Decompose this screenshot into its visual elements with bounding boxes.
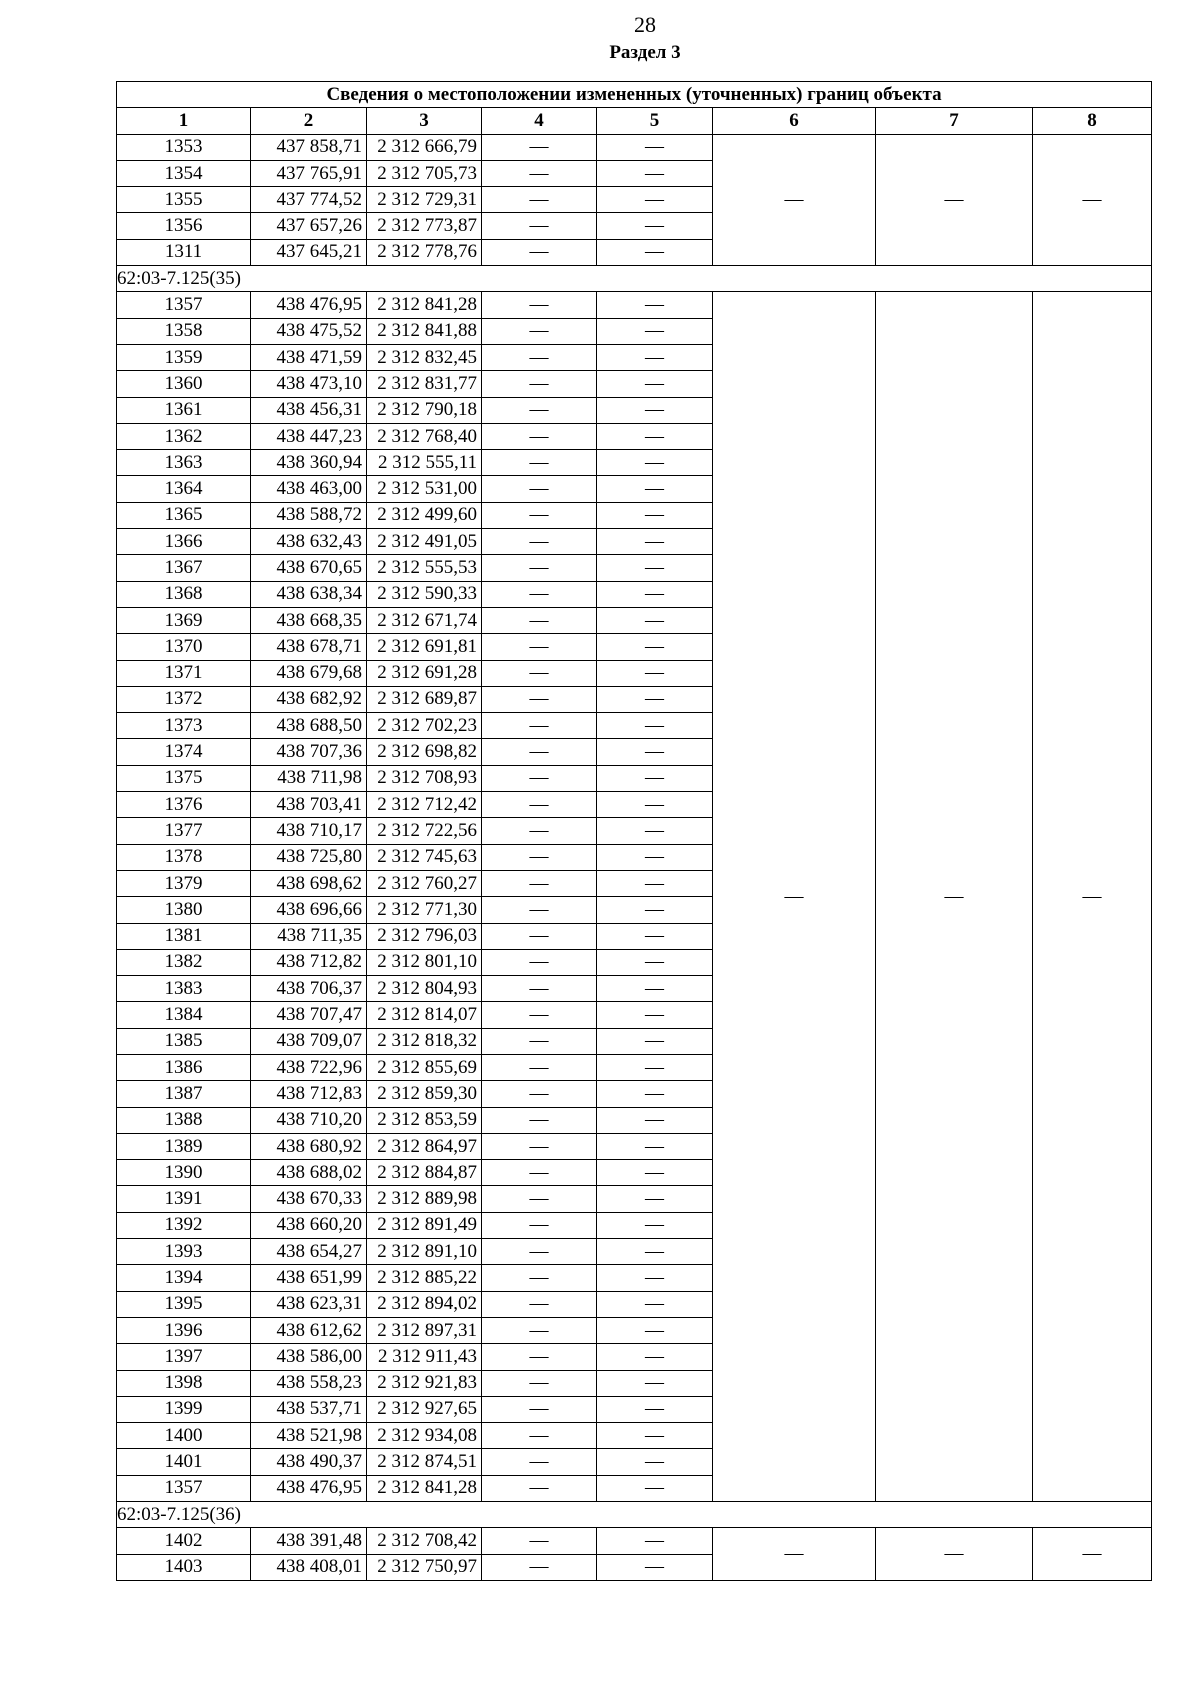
point-number: 1362 <box>117 423 251 449</box>
y-coordinate: 2 312 698,82 <box>367 739 482 765</box>
y-coordinate: 2 312 841,88 <box>367 318 482 344</box>
dash-cell: — <box>597 344 713 370</box>
y-coordinate: 2 312 705,73 <box>367 160 482 186</box>
dash-cell: — <box>482 1554 597 1580</box>
column-7-dash: — <box>876 134 1033 265</box>
dash-cell: — <box>482 1475 597 1501</box>
dash-cell: — <box>597 634 713 660</box>
point-number: 1356 <box>117 213 251 239</box>
x-coordinate: 438 391,48 <box>251 1528 367 1554</box>
y-coordinate: 2 312 499,60 <box>367 502 482 528</box>
x-coordinate: 438 688,50 <box>251 713 367 739</box>
x-coordinate: 438 521,98 <box>251 1423 367 1449</box>
point-number: 1377 <box>117 818 251 844</box>
point-number: 1388 <box>117 1107 251 1133</box>
y-coordinate: 2 312 708,42 <box>367 1528 482 1554</box>
x-coordinate: 437 858,71 <box>251 134 367 160</box>
y-coordinate: 2 312 853,59 <box>367 1107 482 1133</box>
dash-cell: — <box>597 292 713 318</box>
dash-cell: — <box>597 897 713 923</box>
dash-cell: — <box>597 792 713 818</box>
point-number: 1372 <box>117 686 251 712</box>
y-coordinate: 2 312 891,49 <box>367 1212 482 1238</box>
dash-cell: — <box>482 792 597 818</box>
point-number: 1311 <box>117 239 251 265</box>
point-number: 1357 <box>117 292 251 318</box>
x-coordinate: 438 668,35 <box>251 607 367 633</box>
x-coordinate: 438 706,37 <box>251 976 367 1002</box>
y-coordinate: 2 312 555,53 <box>367 555 482 581</box>
y-coordinate: 2 312 768,40 <box>367 423 482 449</box>
dash-cell: — <box>482 1344 597 1370</box>
y-coordinate: 2 312 864,97 <box>367 1133 482 1159</box>
point-number: 1393 <box>117 1239 251 1265</box>
dash-cell: — <box>597 450 713 476</box>
point-number: 1380 <box>117 897 251 923</box>
x-coordinate: 438 679,68 <box>251 660 367 686</box>
y-coordinate: 2 312 745,63 <box>367 844 482 870</box>
x-coordinate: 438 680,92 <box>251 1133 367 1159</box>
dash-cell: — <box>482 1160 597 1186</box>
dash-cell: — <box>597 1475 713 1501</box>
dash-cell: — <box>597 1054 713 1080</box>
column-6-dash: — <box>713 292 876 1502</box>
dash-cell: — <box>482 1423 597 1449</box>
y-coordinate: 2 312 666,79 <box>367 134 482 160</box>
x-coordinate: 437 657,26 <box>251 213 367 239</box>
column-number: 7 <box>876 108 1033 134</box>
section-title: Раздел 3 <box>609 42 681 63</box>
x-coordinate: 438 558,23 <box>251 1370 367 1396</box>
dash-cell: — <box>482 634 597 660</box>
x-coordinate: 438 463,00 <box>251 476 367 502</box>
dash-cell: — <box>482 1133 597 1159</box>
point-number: 1394 <box>117 1265 251 1291</box>
dash-cell: — <box>482 239 597 265</box>
dash-cell: — <box>482 818 597 844</box>
point-number: 1367 <box>117 555 251 581</box>
column-number: 6 <box>713 108 876 134</box>
table-body <box>117 134 1152 1580</box>
dash-cell: — <box>597 1081 713 1107</box>
point-number: 1383 <box>117 976 251 1002</box>
x-coordinate: 437 765,91 <box>251 160 367 186</box>
dash-cell: — <box>597 1186 713 1212</box>
point-number: 1378 <box>117 844 251 870</box>
dash-cell: — <box>597 686 713 712</box>
y-coordinate: 2 312 796,03 <box>367 923 482 949</box>
dash-cell: — <box>482 949 597 975</box>
dash-cell: — <box>482 1186 597 1212</box>
dash-cell: — <box>597 1528 713 1554</box>
y-coordinate: 2 312 722,56 <box>367 818 482 844</box>
group-row <box>117 266 1152 292</box>
y-coordinate: 2 312 671,74 <box>367 607 482 633</box>
dash-cell: — <box>482 870 597 896</box>
point-number: 1373 <box>117 713 251 739</box>
point-number: 1396 <box>117 1317 251 1343</box>
point-number: 1403 <box>117 1554 251 1580</box>
dash-cell: — <box>597 1423 713 1449</box>
dash-cell: — <box>597 1028 713 1054</box>
point-number: 1390 <box>117 1160 251 1186</box>
dash-cell: — <box>597 1291 713 1317</box>
y-coordinate: 2 312 874,51 <box>367 1449 482 1475</box>
point-number: 1359 <box>117 344 251 370</box>
point-number: 1397 <box>117 1344 251 1370</box>
dash-cell: — <box>482 765 597 791</box>
y-coordinate: 2 312 921,83 <box>367 1370 482 1396</box>
x-coordinate: 438 623,31 <box>251 1291 367 1317</box>
x-coordinate: 438 703,41 <box>251 792 367 818</box>
y-coordinate: 2 312 894,02 <box>367 1291 482 1317</box>
dash-cell: — <box>482 187 597 213</box>
y-coordinate: 2 312 897,31 <box>367 1317 482 1343</box>
dash-cell: — <box>597 607 713 633</box>
dash-cell: — <box>597 160 713 186</box>
y-coordinate: 2 312 804,93 <box>367 976 482 1002</box>
y-coordinate: 2 312 750,97 <box>367 1554 482 1580</box>
dash-cell: — <box>482 134 597 160</box>
dash-cell: — <box>482 581 597 607</box>
dash-cell: — <box>482 713 597 739</box>
y-coordinate: 2 312 927,65 <box>367 1396 482 1422</box>
dash-cell: — <box>597 1133 713 1159</box>
point-number: 1353 <box>117 134 251 160</box>
column-8-dash: — <box>1033 292 1152 1502</box>
dash-cell: — <box>597 187 713 213</box>
dash-cell: — <box>482 397 597 423</box>
point-number: 1395 <box>117 1291 251 1317</box>
x-coordinate: 437 645,21 <box>251 239 367 265</box>
dash-cell: — <box>597 1265 713 1291</box>
x-coordinate: 437 774,52 <box>251 187 367 213</box>
x-coordinate: 438 710,20 <box>251 1107 367 1133</box>
point-number: 1354 <box>117 160 251 186</box>
dash-cell: — <box>597 1160 713 1186</box>
point-number: 1392 <box>117 1212 251 1238</box>
table-row <box>117 292 1152 318</box>
dash-cell: — <box>482 213 597 239</box>
dash-cell: — <box>482 555 597 581</box>
dash-cell: — <box>597 134 713 160</box>
dash-cell: — <box>482 344 597 370</box>
table-row <box>117 134 1152 160</box>
y-coordinate: 2 312 531,00 <box>367 476 482 502</box>
x-coordinate: 438 612,62 <box>251 1317 367 1343</box>
dash-cell: — <box>597 660 713 686</box>
y-coordinate: 2 312 934,08 <box>367 1423 482 1449</box>
dash-cell: — <box>482 292 597 318</box>
dash-cell: — <box>597 844 713 870</box>
y-coordinate: 2 312 778,76 <box>367 239 482 265</box>
dash-cell: — <box>482 897 597 923</box>
point-number: 1400 <box>117 1423 251 1449</box>
x-coordinate: 438 707,36 <box>251 739 367 765</box>
y-coordinate: 2 312 708,93 <box>367 765 482 791</box>
dash-cell: — <box>597 765 713 791</box>
x-coordinate: 438 696,66 <box>251 897 367 923</box>
x-coordinate: 438 709,07 <box>251 1028 367 1054</box>
x-coordinate: 438 473,10 <box>251 371 367 397</box>
y-coordinate: 2 312 771,30 <box>367 897 482 923</box>
x-coordinate: 438 711,98 <box>251 765 367 791</box>
dash-cell: — <box>482 529 597 555</box>
column-6-dash: — <box>713 1528 876 1581</box>
point-number: 1365 <box>117 502 251 528</box>
column-number-row <box>117 108 1152 134</box>
point-number: 1382 <box>117 949 251 975</box>
y-coordinate: 2 312 729,31 <box>367 187 482 213</box>
point-number: 1387 <box>117 1081 251 1107</box>
coordinates-table <box>116 81 1152 1581</box>
point-number: 1371 <box>117 660 251 686</box>
dash-cell: — <box>597 1002 713 1028</box>
dash-cell: — <box>482 1291 597 1317</box>
column-6-dash: — <box>713 134 876 265</box>
dash-cell: — <box>597 949 713 975</box>
y-coordinate: 2 312 859,30 <box>367 1081 482 1107</box>
point-number: 1386 <box>117 1054 251 1080</box>
group-row <box>117 1502 1152 1528</box>
dash-cell: — <box>482 607 597 633</box>
x-coordinate: 438 586,00 <box>251 1344 367 1370</box>
dash-cell: — <box>482 976 597 1002</box>
dash-cell: — <box>482 160 597 186</box>
y-coordinate: 2 312 760,27 <box>367 870 482 896</box>
dash-cell: — <box>597 870 713 896</box>
dash-cell: — <box>597 397 713 423</box>
point-number: 1360 <box>117 371 251 397</box>
dash-cell: — <box>597 502 713 528</box>
dash-cell: — <box>482 476 597 502</box>
dash-cell: — <box>597 818 713 844</box>
point-number: 1389 <box>117 1133 251 1159</box>
dash-cell: — <box>597 1317 713 1343</box>
point-number: 1399 <box>117 1396 251 1422</box>
dash-cell: — <box>597 239 713 265</box>
x-coordinate: 438 476,95 <box>251 1475 367 1501</box>
dash-cell: — <box>482 423 597 449</box>
dash-cell: — <box>482 1317 597 1343</box>
y-coordinate: 2 312 590,33 <box>367 581 482 607</box>
page-number: 28 <box>634 12 656 37</box>
point-number: 1398 <box>117 1370 251 1396</box>
dash-cell: — <box>597 739 713 765</box>
table-caption: Сведения о местоположении измененных (уточненных) границ объекта <box>117 82 1152 108</box>
x-coordinate: 438 408,01 <box>251 1554 367 1580</box>
dash-cell: — <box>482 660 597 686</box>
dash-cell: — <box>597 1370 713 1396</box>
dash-cell: — <box>597 1239 713 1265</box>
x-coordinate: 438 456,31 <box>251 397 367 423</box>
dash-cell: — <box>482 844 597 870</box>
point-number: 1363 <box>117 450 251 476</box>
dash-cell: — <box>482 371 597 397</box>
x-coordinate: 438 670,65 <box>251 555 367 581</box>
dash-cell: — <box>482 1028 597 1054</box>
dash-cell: — <box>482 1396 597 1422</box>
x-coordinate: 438 471,59 <box>251 344 367 370</box>
dash-cell: — <box>597 423 713 449</box>
x-coordinate: 438 670,33 <box>251 1186 367 1212</box>
dash-cell: — <box>482 1107 597 1133</box>
x-coordinate: 438 711,35 <box>251 923 367 949</box>
point-number: 1375 <box>117 765 251 791</box>
point-number: 1361 <box>117 397 251 423</box>
dash-cell: — <box>482 318 597 344</box>
point-number: 1381 <box>117 923 251 949</box>
point-number: 1391 <box>117 1186 251 1212</box>
y-coordinate: 2 312 491,05 <box>367 529 482 555</box>
point-number: 1364 <box>117 476 251 502</box>
y-coordinate: 2 312 889,98 <box>367 1186 482 1212</box>
table-row <box>117 1528 1152 1554</box>
y-coordinate: 2 312 790,18 <box>367 397 482 423</box>
column-number: 5 <box>597 108 713 134</box>
point-number: 1366 <box>117 529 251 555</box>
dash-cell: — <box>597 581 713 607</box>
dash-cell: — <box>597 555 713 581</box>
x-coordinate: 438 475,52 <box>251 318 367 344</box>
x-coordinate: 438 490,37 <box>251 1449 367 1475</box>
x-coordinate: 438 588,72 <box>251 502 367 528</box>
point-number: 1374 <box>117 739 251 765</box>
x-coordinate: 438 678,71 <box>251 634 367 660</box>
x-coordinate: 438 632,43 <box>251 529 367 555</box>
dash-cell: — <box>482 1265 597 1291</box>
y-coordinate: 2 312 814,07 <box>367 1002 482 1028</box>
dash-cell: — <box>597 923 713 949</box>
dash-cell: — <box>597 1212 713 1238</box>
dash-cell: — <box>597 1107 713 1133</box>
x-coordinate: 438 447,23 <box>251 423 367 449</box>
y-coordinate: 2 312 891,10 <box>367 1239 482 1265</box>
y-coordinate: 2 312 884,87 <box>367 1160 482 1186</box>
x-coordinate: 438 654,27 <box>251 1239 367 1265</box>
x-coordinate: 438 688,02 <box>251 1160 367 1186</box>
column-number: 8 <box>1033 108 1152 134</box>
dash-cell: — <box>597 318 713 344</box>
point-number: 1357 <box>117 1475 251 1501</box>
x-coordinate: 438 712,82 <box>251 949 367 975</box>
dash-cell: — <box>482 450 597 476</box>
point-number: 1355 <box>117 187 251 213</box>
y-coordinate: 2 312 702,23 <box>367 713 482 739</box>
y-coordinate: 2 312 691,81 <box>367 634 482 660</box>
group-label: 62:03-7.125(36) <box>117 1502 1152 1528</box>
y-coordinate: 2 312 689,87 <box>367 686 482 712</box>
point-number: 1368 <box>117 581 251 607</box>
x-coordinate: 438 707,47 <box>251 1002 367 1028</box>
dash-cell: — <box>597 976 713 1002</box>
x-coordinate: 438 725,80 <box>251 844 367 870</box>
y-coordinate: 2 312 691,28 <box>367 660 482 686</box>
y-coordinate: 2 312 885,22 <box>367 1265 482 1291</box>
y-coordinate: 2 312 801,10 <box>367 949 482 975</box>
column-number: 3 <box>367 108 482 134</box>
point-number: 1376 <box>117 792 251 818</box>
dash-cell: — <box>597 476 713 502</box>
x-coordinate: 438 651,99 <box>251 1265 367 1291</box>
column-number: 1 <box>117 108 251 134</box>
dash-cell: — <box>482 923 597 949</box>
point-number: 1384 <box>117 1002 251 1028</box>
dash-cell: — <box>597 713 713 739</box>
group-label: 62:03-7.125(35) <box>117 266 1152 292</box>
dash-cell: — <box>597 529 713 555</box>
dash-cell: — <box>597 1344 713 1370</box>
x-coordinate: 438 682,92 <box>251 686 367 712</box>
column-number: 2 <box>251 108 367 134</box>
dash-cell: — <box>597 1449 713 1475</box>
dash-cell: — <box>597 371 713 397</box>
dash-cell: — <box>597 213 713 239</box>
x-coordinate: 438 698,62 <box>251 870 367 896</box>
point-number: 1402 <box>117 1528 251 1554</box>
column-7-dash: — <box>876 292 1033 1502</box>
x-coordinate: 438 660,20 <box>251 1212 367 1238</box>
dash-cell: — <box>482 1239 597 1265</box>
point-number: 1358 <box>117 318 251 344</box>
dash-cell: — <box>482 1054 597 1080</box>
column-8-dash: — <box>1033 1528 1152 1581</box>
dash-cell: — <box>482 1212 597 1238</box>
x-coordinate: 438 476,95 <box>251 292 367 318</box>
column-8-dash: — <box>1033 134 1152 265</box>
point-number: 1370 <box>117 634 251 660</box>
y-coordinate: 2 312 911,43 <box>367 1344 482 1370</box>
point-number: 1369 <box>117 607 251 633</box>
x-coordinate: 438 537,71 <box>251 1396 367 1422</box>
dash-cell: — <box>482 1528 597 1554</box>
dash-cell: — <box>482 739 597 765</box>
y-coordinate: 2 312 841,28 <box>367 292 482 318</box>
dash-cell: — <box>597 1554 713 1580</box>
y-coordinate: 2 312 831,77 <box>367 371 482 397</box>
y-coordinate: 2 312 818,32 <box>367 1028 482 1054</box>
x-coordinate: 438 360,94 <box>251 450 367 476</box>
y-coordinate: 2 312 832,45 <box>367 344 482 370</box>
dash-cell: — <box>482 1081 597 1107</box>
dash-cell: — <box>482 1002 597 1028</box>
dash-cell: — <box>482 502 597 528</box>
x-coordinate: 438 722,96 <box>251 1054 367 1080</box>
y-coordinate: 2 312 712,42 <box>367 792 482 818</box>
column-7-dash: — <box>876 1528 1033 1581</box>
y-coordinate: 2 312 841,28 <box>367 1475 482 1501</box>
y-coordinate: 2 312 773,87 <box>367 213 482 239</box>
x-coordinate: 438 712,83 <box>251 1081 367 1107</box>
point-number: 1401 <box>117 1449 251 1475</box>
y-coordinate: 2 312 555,11 <box>367 450 482 476</box>
dash-cell: — <box>482 1449 597 1475</box>
point-number: 1379 <box>117 870 251 896</box>
dash-cell: — <box>482 686 597 712</box>
point-number: 1385 <box>117 1028 251 1054</box>
x-coordinate: 438 638,34 <box>251 581 367 607</box>
column-number: 4 <box>482 108 597 134</box>
dash-cell: — <box>482 1370 597 1396</box>
dash-cell: — <box>597 1396 713 1422</box>
y-coordinate: 2 312 855,69 <box>367 1054 482 1080</box>
x-coordinate: 438 710,17 <box>251 818 367 844</box>
